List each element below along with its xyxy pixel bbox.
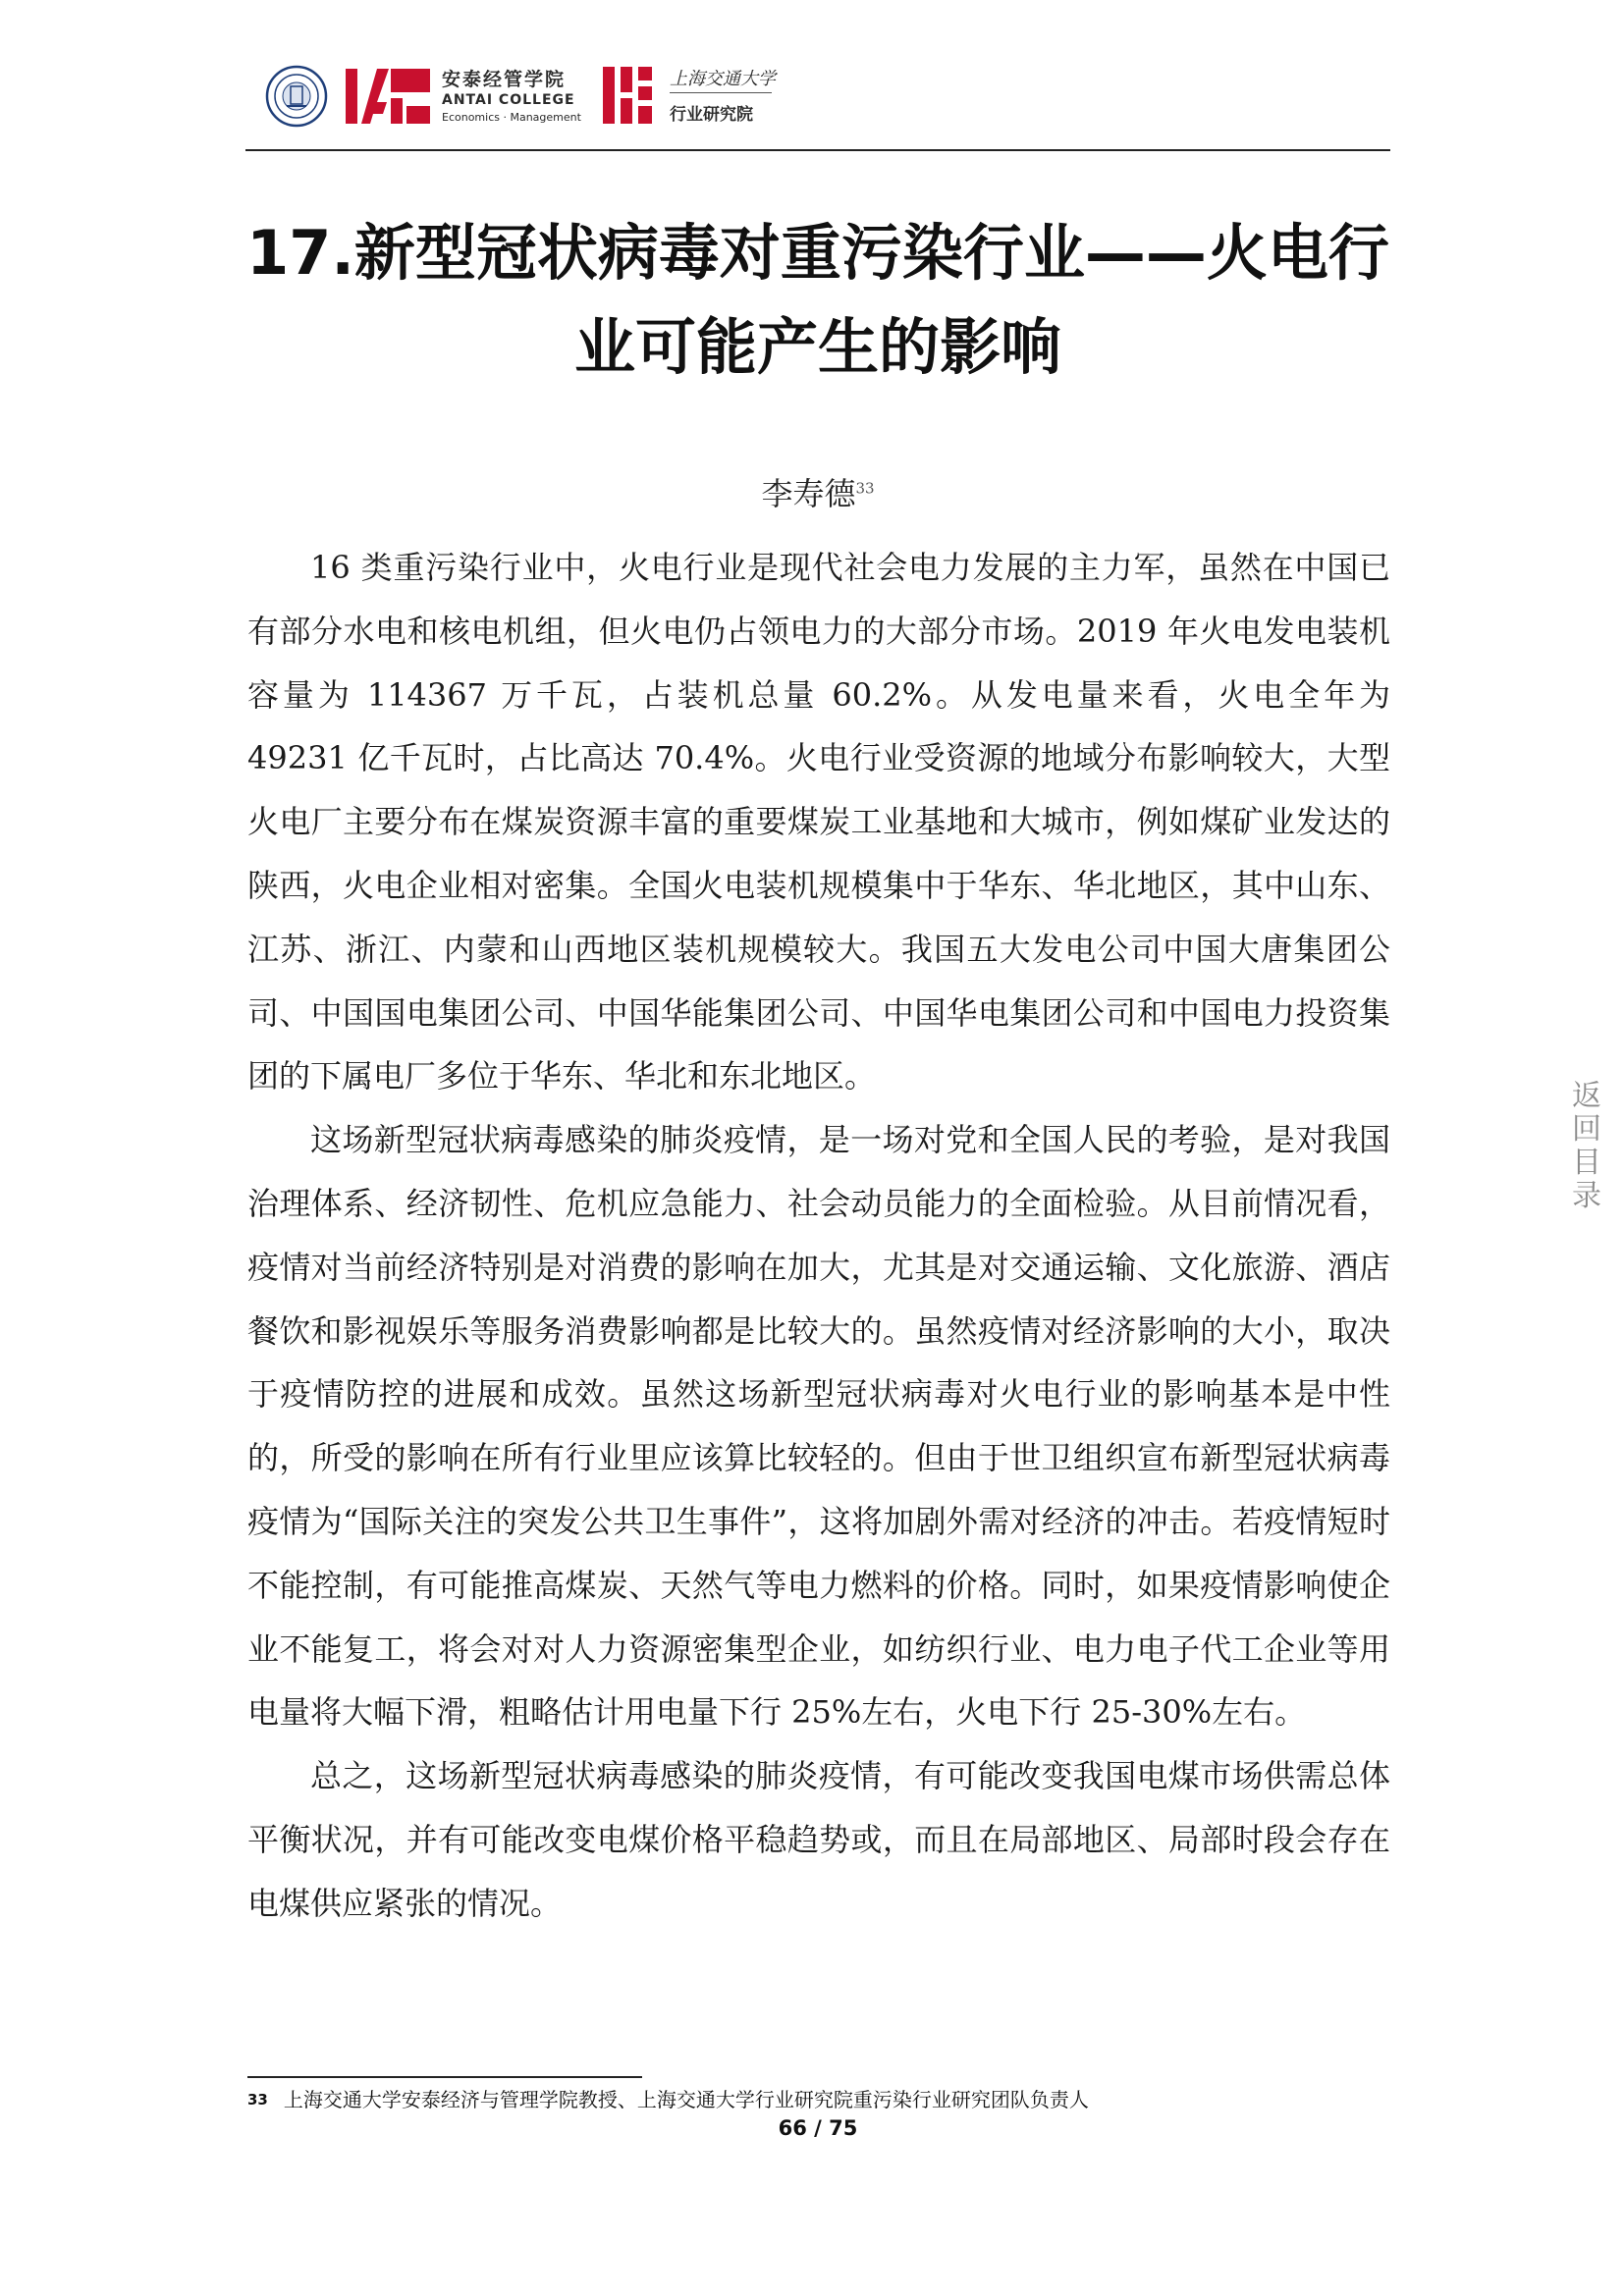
footnote [247, 2085, 1390, 2114]
article-body [247, 536, 1390, 1936]
paragraph: 16 类重污染行业中，火电行业是现代社会电力发展的主力军，虽然在中国已有部分水电和核电机组，但火电仍占领电力的大部分市场。2019 年火电发电装机容量为 114367 万千瓦，占装机总量 60.2%。从发电量来看，火电全年为 49231 亿千瓦时，占比高达 70.4%。火电行业受资源的地域分布影响较大，大型火电厂主要分布在煤炭资源丰富的重要煤炭工业基地和大城市，例如煤矿业发达的陕西，火电企业相对密集。全国火电装机规模集中于华东、华北地区，其中山东、江苏、浙江、内蒙和山西地区装机规模较大。我国五大发电公司中国大唐集团公司、中国国电集团公司、中国华能集团公司、中国华电集团公司和中国电力投资集团的下属电厂多位于华东、华北和东北地区。 [247, 549, 1390, 1095]
back-to-toc-char: 返 [1572, 1079, 1601, 1113]
institute-name-cn: 行业研究院 [670, 105, 753, 125]
author-footnote-mark: 33 [855, 479, 875, 498]
university-name-cn: 上海交通大学 [670, 69, 776, 89]
sjtu-seal-logo [265, 65, 328, 128]
header-logo-divider [670, 92, 772, 93]
header-rule [245, 149, 1390, 151]
paragraph: 总之，这场新型冠状病毒感染的肺炎疫情，有可能改变我国电煤市场供需总体平衡状况，并有可能改变电煤价格平稳趋势或，而且在局部地区、局部时段会存在电煤供应紧张的情况。 [247, 1757, 1390, 1922]
footnote-text: 上海交通大学安泰经济与管理学院教授、上海交通大学行业研究院重污染行业研究团队负责人 [283, 2088, 1089, 2111]
back-to-toc-link[interactable] [1569, 1080, 1604, 1213]
article-title: 17.新型冠状病毒对重污染行业——火电行业可能产生的影响 [246, 217, 1389, 383]
institute-logo [599, 63, 656, 128]
acem-logo [344, 63, 432, 128]
back-to-toc-char: 目 [1572, 1146, 1601, 1180]
back-to-toc-char: 回 [1572, 1112, 1601, 1147]
page-number: 66 / 75 [778, 2116, 858, 2140]
paragraph: 这场新型冠状病毒感染的肺炎疫情，是一场对党和全国人民的考验，是对我国治理体系、经济韧性、危机应急能力、社会动员能力的全面检验。从目前情况看，疫情对当前经济特别是对消费的影响在加大，尤其是对交通运输、文化旅游、酒店餐饮和影视娱乐等服务消费影响都是比较大的。虽然疫情对经济影响的大小，取决于疫情防控的进展和成效。虽然这场新型冠状病毒对火电行业的影响基本是中性的，所受的影响在所有行业里应该算比较轻的。但由于世卫组织宣布新型冠状病毒疫情为“国际关注的突发公共卫生事件”，这将加剧外需对经济的冲击。若疫情短时不能控制，有可能推高煤炭、天然气等电力燃料的价格。同时，如果疫情影响使企业不能复工，将会对对人力资源密集型企业，如纺织行业、电力电子代工企业等用电量将大幅下滑，粗略估计用电量下行 25%左右，火电下行 25-30%左右。 [247, 1121, 1390, 1732]
college-name-en: ANTAI COLLEGE [442, 92, 575, 108]
article-author [245, 469, 1390, 514]
college-name-en-sub: Economics · Management [442, 111, 581, 124]
college-name-cn: 安泰经管学院 [442, 69, 567, 90]
back-to-toc-char: 录 [1572, 1179, 1601, 1213]
footnote-number: 33 [247, 2091, 268, 2109]
author-name: 李寿德 [761, 475, 856, 512]
footnote-rule [247, 2076, 642, 2078]
